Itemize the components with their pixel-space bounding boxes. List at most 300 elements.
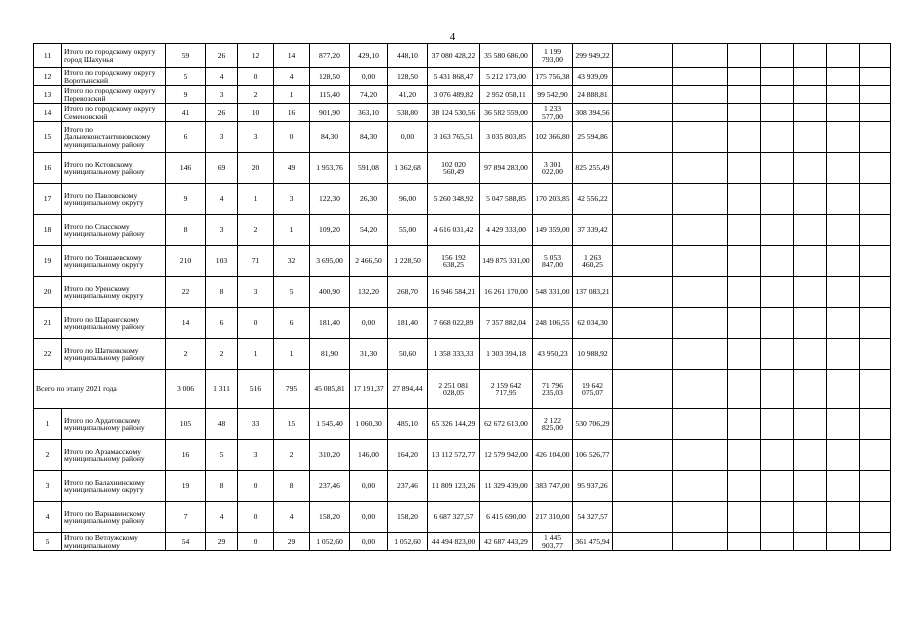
empty-cell — [827, 68, 860, 86]
row-number: 20 — [34, 277, 62, 308]
empty-cell — [794, 44, 827, 68]
empty-cell — [761, 68, 794, 86]
municipality-name: Итого по Уренскому муниципальному округу — [62, 277, 166, 308]
row-number: 17 — [34, 184, 62, 215]
value-cell: 146 — [166, 153, 206, 184]
value-cell: 11 809 123,26 — [428, 471, 480, 502]
value-cell: 175 756,38 — [533, 68, 573, 86]
empty-cell — [613, 122, 673, 153]
value-cell: 795 — [274, 370, 310, 409]
value-cell: 1 358 333,33 — [428, 339, 480, 370]
value-cell: 0 — [274, 122, 310, 153]
value-cell: 3 — [206, 122, 238, 153]
empty-cell — [613, 409, 673, 440]
empty-cell — [613, 86, 673, 104]
value-cell: 16 261 170,00 — [480, 277, 533, 308]
value-cell: 10 988,92 — [573, 339, 613, 370]
value-cell: 48 — [206, 409, 238, 440]
value-cell: 106 526,77 — [573, 440, 613, 471]
value-cell: 299 949,22 — [573, 44, 613, 68]
empty-cell — [673, 68, 728, 86]
table-row — [34, 533, 891, 551]
value-cell: 41 — [166, 104, 206, 122]
empty-cell — [761, 184, 794, 215]
empty-cell — [613, 339, 673, 370]
value-cell: 14 — [166, 308, 206, 339]
value-cell: 0 — [238, 308, 274, 339]
value-cell: 26,30 — [350, 184, 388, 215]
empty-cell — [794, 68, 827, 86]
value-cell: 4 616 031,42 — [428, 215, 480, 246]
value-cell: 95 937,26 — [573, 471, 613, 502]
empty-cell — [673, 308, 728, 339]
empty-cell — [761, 86, 794, 104]
empty-cell — [761, 440, 794, 471]
value-cell: 102 366,80 — [533, 122, 573, 153]
empty-cell — [613, 533, 673, 551]
empty-cell — [728, 502, 761, 533]
empty-cell — [827, 339, 860, 370]
empty-cell — [728, 44, 761, 68]
row-number: 3 — [34, 471, 62, 502]
value-cell: 548 331,00 — [533, 277, 573, 308]
empty-cell — [728, 122, 761, 153]
empty-cell — [827, 122, 860, 153]
empty-cell — [761, 339, 794, 370]
value-cell: 4 — [274, 502, 310, 533]
empty-cell — [827, 370, 860, 409]
value-cell: 17 191,37 — [350, 370, 388, 409]
value-cell: 97 894 283,00 — [480, 153, 533, 184]
empty-cell — [794, 246, 827, 277]
table-row — [34, 339, 891, 370]
value-cell: 22 — [166, 277, 206, 308]
value-cell: 6 415 690,00 — [480, 502, 533, 533]
empty-cell — [613, 246, 673, 277]
value-cell: 237,46 — [310, 471, 350, 502]
empty-cell — [728, 471, 761, 502]
empty-cell — [673, 502, 728, 533]
empty-cell — [860, 370, 891, 409]
value-cell: 1 228,50 — [388, 246, 428, 277]
value-cell: 102 020 560,49 — [428, 153, 480, 184]
value-cell: 43 939,09 — [573, 68, 613, 86]
empty-cell — [673, 215, 728, 246]
empty-cell — [860, 471, 891, 502]
value-cell: 45 085,81 — [310, 370, 350, 409]
value-cell: 71 — [238, 246, 274, 277]
value-cell: 363,10 — [350, 104, 388, 122]
municipality-name: Итого по Шарангскому муниципальному району — [62, 308, 166, 339]
empty-cell — [761, 104, 794, 122]
value-cell: 5 053 847,00 — [533, 246, 573, 277]
value-cell: 37 080 428,22 — [428, 44, 480, 68]
municipality-name: Итого по городскому округу Перевозский — [62, 86, 166, 104]
empty-cell — [728, 277, 761, 308]
value-cell: 1 — [274, 215, 310, 246]
value-cell: 99 542,90 — [533, 86, 573, 104]
value-cell: 383 747,00 — [533, 471, 573, 502]
empty-cell — [860, 533, 891, 551]
empty-cell — [728, 86, 761, 104]
value-cell: 26 — [206, 104, 238, 122]
value-cell: 2 466,50 — [350, 246, 388, 277]
empty-cell — [613, 308, 673, 339]
row-number: 15 — [34, 122, 62, 153]
value-cell: 115,40 — [310, 86, 350, 104]
value-cell: 42 556,22 — [573, 184, 613, 215]
table-row — [34, 44, 891, 68]
empty-cell — [794, 277, 827, 308]
row-number: 12 — [34, 68, 62, 86]
value-cell: 5 212 173,00 — [480, 68, 533, 86]
value-cell: 2 — [274, 440, 310, 471]
value-cell: 170 203,85 — [533, 184, 573, 215]
empty-cell — [860, 308, 891, 339]
value-cell: 84,30 — [310, 122, 350, 153]
empty-cell — [827, 409, 860, 440]
empty-cell — [860, 339, 891, 370]
value-cell: 2 159 642 717,95 — [480, 370, 533, 409]
empty-cell — [827, 533, 860, 551]
empty-cell — [673, 184, 728, 215]
empty-cell — [728, 339, 761, 370]
value-cell: 54 — [166, 533, 206, 551]
value-cell: 181,40 — [310, 308, 350, 339]
value-cell: 149 359,00 — [533, 215, 573, 246]
municipality-name: Итого по Шатковскому муниципальному району — [62, 339, 166, 370]
empty-cell — [673, 153, 728, 184]
value-cell: 3 163 765,51 — [428, 122, 480, 153]
value-cell: 2 — [206, 339, 238, 370]
value-cell: 31,30 — [350, 339, 388, 370]
value-cell: 37 339,42 — [573, 215, 613, 246]
empty-cell — [827, 44, 860, 68]
value-cell: 36 582 559,00 — [480, 104, 533, 122]
municipality-name: Итого по Варнавинскому муниципальному району — [62, 502, 166, 533]
value-cell: 0 — [238, 471, 274, 502]
table-total-row — [34, 370, 891, 409]
value-cell: 103 — [206, 246, 238, 277]
value-cell: 7 357 882,04 — [480, 308, 533, 339]
value-cell: 50,60 — [388, 339, 428, 370]
empty-cell — [613, 215, 673, 246]
value-cell: 16 — [274, 104, 310, 122]
empty-cell — [728, 104, 761, 122]
empty-cell — [728, 215, 761, 246]
value-cell: 29 — [274, 533, 310, 551]
value-cell: 8 — [274, 471, 310, 502]
table-row — [34, 215, 891, 246]
value-cell: 132,20 — [350, 277, 388, 308]
empty-cell — [827, 215, 860, 246]
value-cell: 54,20 — [350, 215, 388, 246]
empty-cell — [860, 440, 891, 471]
value-cell: 69 — [206, 153, 238, 184]
empty-cell — [613, 277, 673, 308]
empty-cell — [794, 86, 827, 104]
page-number: 4 — [449, 31, 456, 43]
value-cell: 400,90 — [310, 277, 350, 308]
empty-cell — [673, 409, 728, 440]
value-cell: 2 952 058,11 — [480, 86, 533, 104]
empty-cell — [728, 440, 761, 471]
municipality-name: Итого по Дальнеконстантиновскому муниципальному району — [62, 122, 166, 153]
value-cell: 81,90 — [310, 339, 350, 370]
value-cell: 96,00 — [388, 184, 428, 215]
total-label: Всего по этапу 2021 года — [34, 370, 166, 409]
value-cell: 3 301 022,00 — [533, 153, 573, 184]
empty-cell — [613, 44, 673, 68]
value-cell: 3 — [206, 215, 238, 246]
municipality-name: Итого по городскому округу город Шахунья — [62, 44, 166, 68]
empty-cell — [860, 122, 891, 153]
value-cell: 1 052,60 — [310, 533, 350, 551]
empty-cell — [860, 246, 891, 277]
value-cell: 16 — [166, 440, 206, 471]
value-cell: 3 076 489,82 — [428, 86, 480, 104]
value-cell: 2 251 081 028,05 — [428, 370, 480, 409]
value-cell: 9 — [166, 86, 206, 104]
value-cell: 49 — [274, 153, 310, 184]
value-cell: 71 796 235,03 — [533, 370, 573, 409]
value-cell: 448,10 — [388, 44, 428, 68]
value-cell: 128,50 — [388, 68, 428, 86]
empty-cell — [794, 308, 827, 339]
value-cell: 1 263 460,25 — [573, 246, 613, 277]
value-cell: 3 006 — [166, 370, 206, 409]
value-cell: 43 950,23 — [533, 339, 573, 370]
value-cell: 149 875 331,00 — [480, 246, 533, 277]
value-cell: 825 255,49 — [573, 153, 613, 184]
empty-cell — [860, 68, 891, 86]
municipality-name: Итого по Кстовскому муниципальному району — [62, 153, 166, 184]
row-number: 14 — [34, 104, 62, 122]
empty-cell — [794, 471, 827, 502]
municipality-name: Итого по Спасскому муниципальному району — [62, 215, 166, 246]
empty-cell — [673, 277, 728, 308]
value-cell: 1 — [238, 339, 274, 370]
empty-cell — [827, 153, 860, 184]
row-number: 1 — [34, 409, 62, 440]
empty-cell — [728, 533, 761, 551]
value-cell: 5 260 348,92 — [428, 184, 480, 215]
municipality-name: Итого по городскому округу Воротынский — [62, 68, 166, 86]
empty-cell — [827, 502, 860, 533]
value-cell: 5 — [206, 440, 238, 471]
value-cell: 1 311 — [206, 370, 238, 409]
value-cell: 0,00 — [350, 68, 388, 86]
value-cell: 62 034,30 — [573, 308, 613, 339]
value-cell: 62 672 613,00 — [480, 409, 533, 440]
empty-cell — [613, 471, 673, 502]
empty-cell — [827, 471, 860, 502]
value-cell: 19 642 075,07 — [573, 370, 613, 409]
empty-cell — [794, 104, 827, 122]
value-cell: 5 431 868,47 — [428, 68, 480, 86]
value-cell: 122,30 — [310, 184, 350, 215]
empty-cell — [860, 502, 891, 533]
table-row — [34, 86, 891, 104]
value-cell: 5 — [166, 68, 206, 86]
table-row — [34, 277, 891, 308]
empty-cell — [827, 277, 860, 308]
value-cell: 1 445 903,77 — [533, 533, 573, 551]
empty-cell — [794, 184, 827, 215]
empty-cell — [728, 68, 761, 86]
value-cell: 516 — [238, 370, 274, 409]
empty-cell — [613, 68, 673, 86]
empty-cell — [728, 184, 761, 215]
value-cell: 310,20 — [310, 440, 350, 471]
value-cell: 268,70 — [388, 277, 428, 308]
value-cell: 181,40 — [388, 308, 428, 339]
value-cell: 0 — [238, 502, 274, 533]
row-number: 11 — [34, 44, 62, 68]
empty-cell — [794, 215, 827, 246]
value-cell: 59 — [166, 44, 206, 68]
empty-cell — [794, 440, 827, 471]
empty-cell — [794, 339, 827, 370]
value-cell: 32 — [274, 246, 310, 277]
empty-cell — [728, 153, 761, 184]
row-number: 2 — [34, 440, 62, 471]
table-row — [34, 440, 891, 471]
table-row — [34, 68, 891, 86]
empty-cell — [860, 184, 891, 215]
value-cell: 3 035 803,85 — [480, 122, 533, 153]
value-cell: 1 303 394,18 — [480, 339, 533, 370]
value-cell: 146,00 — [350, 440, 388, 471]
value-cell: 4 — [206, 68, 238, 86]
table-row — [34, 122, 891, 153]
value-cell: 156 192 638,25 — [428, 246, 480, 277]
value-cell: 3 — [238, 122, 274, 153]
empty-cell — [860, 409, 891, 440]
table-row — [34, 246, 891, 277]
empty-cell — [673, 339, 728, 370]
value-cell: 38 124 530,56 — [428, 104, 480, 122]
empty-cell — [860, 104, 891, 122]
value-cell: 29 — [206, 533, 238, 551]
municipality-name: Итого по городскому округу Семеновский — [62, 104, 166, 122]
value-cell: 0,00 — [388, 122, 428, 153]
value-cell: 426 104,00 — [533, 440, 573, 471]
value-cell: 65 326 144,29 — [428, 409, 480, 440]
empty-cell — [827, 308, 860, 339]
empty-cell — [728, 370, 761, 409]
value-cell: 901,90 — [310, 104, 350, 122]
resettlement-table — [33, 43, 891, 551]
value-cell: 1 362,68 — [388, 153, 428, 184]
value-cell: 3 — [238, 277, 274, 308]
empty-cell — [761, 153, 794, 184]
empty-cell — [673, 471, 728, 502]
value-cell: 10 — [238, 104, 274, 122]
municipality-name: Итого по Ардатовскому муниципальному району — [62, 409, 166, 440]
value-cell: 44 494 823,00 — [428, 533, 480, 551]
empty-cell — [673, 122, 728, 153]
value-cell: 429,10 — [350, 44, 388, 68]
value-cell: 2 — [238, 215, 274, 246]
value-cell: 1 052,60 — [388, 533, 428, 551]
empty-cell — [761, 533, 794, 551]
row-number: 19 — [34, 246, 62, 277]
value-cell: 9 — [166, 184, 206, 215]
empty-cell — [827, 184, 860, 215]
value-cell: 8 — [166, 215, 206, 246]
empty-cell — [794, 533, 827, 551]
empty-cell — [761, 215, 794, 246]
value-cell: 3 — [274, 184, 310, 215]
value-cell: 12 579 942,00 — [480, 440, 533, 471]
value-cell: 27 894,44 — [388, 370, 428, 409]
table-row — [34, 409, 891, 440]
empty-cell — [761, 277, 794, 308]
table-row — [34, 502, 891, 533]
value-cell: 158,20 — [388, 502, 428, 533]
value-cell: 210 — [166, 246, 206, 277]
empty-cell — [673, 533, 728, 551]
empty-cell — [613, 440, 673, 471]
value-cell: 0,00 — [350, 308, 388, 339]
empty-cell — [827, 104, 860, 122]
value-cell: 6 — [206, 308, 238, 339]
value-cell: 5 — [274, 277, 310, 308]
value-cell: 1 233 577,00 — [533, 104, 573, 122]
empty-cell — [673, 86, 728, 104]
municipality-name: Итого по Ветлужскому муниципальному — [62, 533, 166, 551]
value-cell: 6 — [274, 308, 310, 339]
value-cell: 105 — [166, 409, 206, 440]
empty-cell — [827, 440, 860, 471]
value-cell: 15 — [274, 409, 310, 440]
empty-cell — [728, 409, 761, 440]
value-cell: 137 083,21 — [573, 277, 613, 308]
empty-cell — [860, 86, 891, 104]
empty-cell — [761, 370, 794, 409]
value-cell: 7 668 022,89 — [428, 308, 480, 339]
value-cell: 13 112 572,77 — [428, 440, 480, 471]
value-cell: 55,00 — [388, 215, 428, 246]
value-cell: 11 329 439,00 — [480, 471, 533, 502]
empty-cell — [794, 153, 827, 184]
value-cell: 6 — [166, 122, 206, 153]
value-cell: 1 060,30 — [350, 409, 388, 440]
value-cell: 4 — [274, 68, 310, 86]
value-cell: 14 — [274, 44, 310, 68]
value-cell: 5 047 588,85 — [480, 184, 533, 215]
empty-cell — [761, 246, 794, 277]
empty-cell — [613, 502, 673, 533]
municipality-name: Итого по Тоншаевскому муниципальному округу — [62, 246, 166, 277]
value-cell: 3 — [206, 86, 238, 104]
value-cell: 0 — [238, 68, 274, 86]
empty-cell — [613, 370, 673, 409]
empty-cell — [827, 86, 860, 104]
value-cell: 308 394,56 — [573, 104, 613, 122]
value-cell: 1 — [238, 184, 274, 215]
value-cell: 164,20 — [388, 440, 428, 471]
value-cell: 24 888,81 — [573, 86, 613, 104]
value-cell: 361 475,94 — [573, 533, 613, 551]
value-cell: 8 — [206, 471, 238, 502]
table-row — [34, 471, 891, 502]
empty-cell — [673, 104, 728, 122]
value-cell: 1 — [274, 86, 310, 104]
empty-cell — [761, 409, 794, 440]
value-cell: 26 — [206, 44, 238, 68]
